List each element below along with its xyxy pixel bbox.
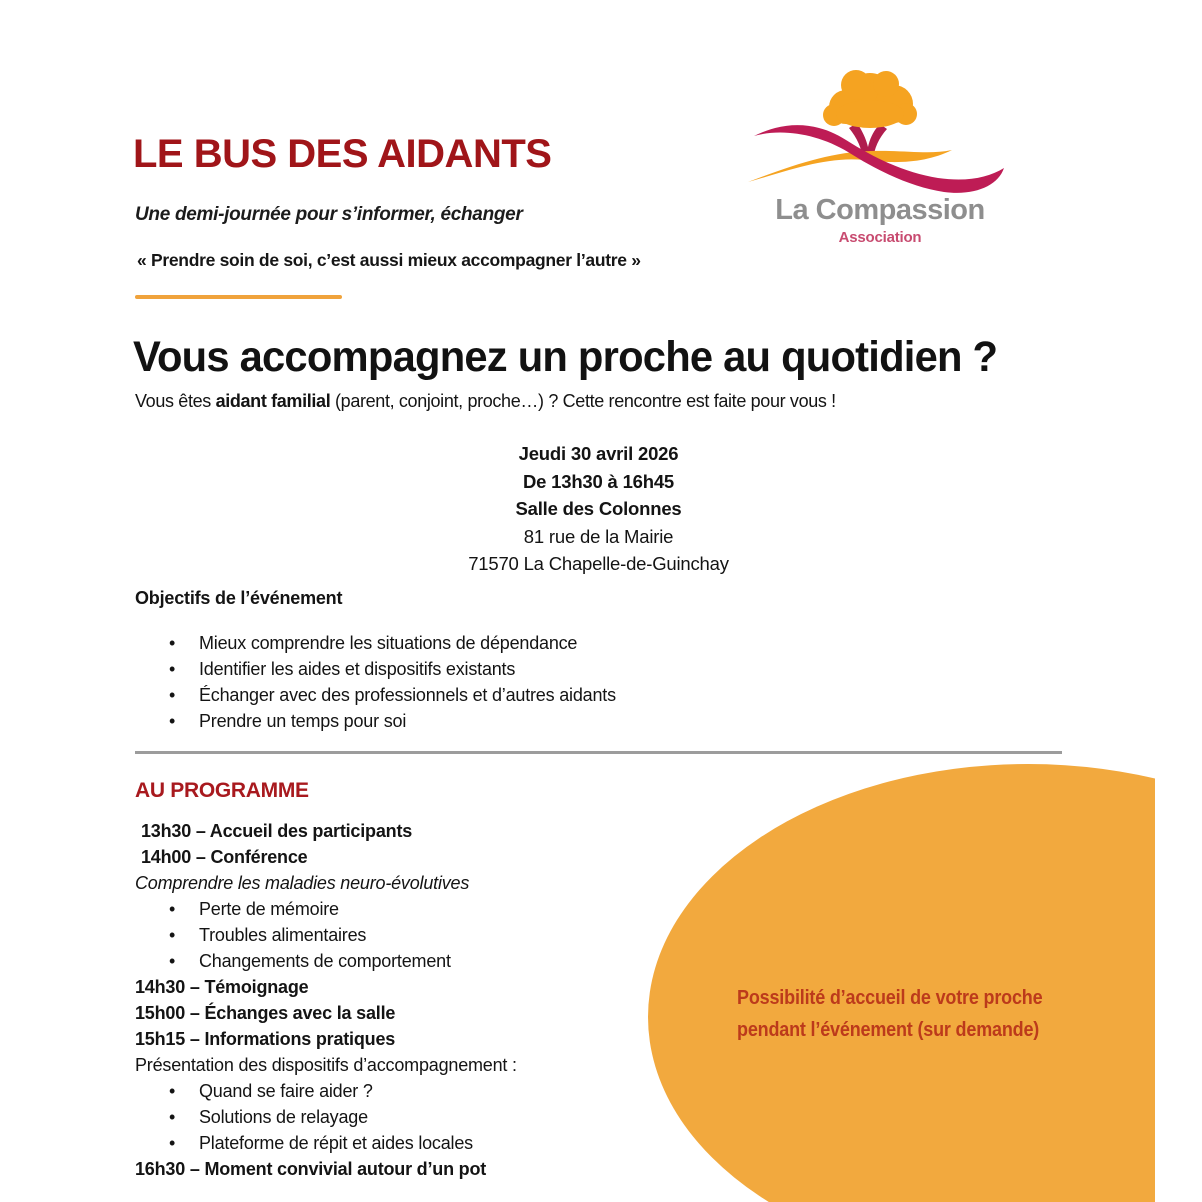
objectives-list bbox=[135, 630, 775, 734]
section-divider bbox=[135, 751, 1062, 754]
subtitle: Une demi-journée pour s’informer, échanger bbox=[135, 204, 523, 225]
program-item: 14h30 – Témoignage bbox=[135, 977, 309, 997]
intro-prefix: Vous êtes bbox=[135, 391, 216, 411]
main-heading: Vous accompagnez un proche au quotidien ? bbox=[133, 333, 998, 381]
event-time: De 13h30 à 16h45 bbox=[522, 470, 675, 492]
program-item: • Quand se faire aider ? bbox=[135, 1078, 715, 1104]
program-item: • Plateforme de répit et aides locales bbox=[135, 1130, 715, 1156]
event-city: 71570 La Chapelle-de-Guinchay bbox=[468, 553, 729, 574]
callout-blob-clip bbox=[648, 756, 1155, 1202]
event-street: 81 rue de la Mairie bbox=[523, 525, 674, 547]
event-venue: Salle des Colonnes bbox=[515, 498, 682, 519]
callout-text bbox=[737, 982, 1042, 1046]
logo-name: La Compassion bbox=[775, 194, 985, 226]
callout-line1: Possibilité d’accueil de votre proche bbox=[737, 987, 1043, 1009]
program-item: • Perte de mémoire bbox=[135, 896, 715, 922]
intro-bold: aidant familial bbox=[215, 391, 331, 411]
program-item: 13h30 – Accueil des participants bbox=[141, 821, 413, 841]
program-item: 14h00 – Conférence bbox=[141, 847, 308, 867]
list-item: • Échanger avec des professionnels et d’autres aidants bbox=[135, 682, 775, 708]
list-item: • Identifier les aides et dispositifs existants bbox=[135, 656, 775, 682]
program-heading: AU PROGRAMME bbox=[135, 779, 309, 802]
callout-line2: pendant l’événement (sur demande) bbox=[737, 1019, 1040, 1041]
program-item: Présentation des dispositifs d’accompagnement : bbox=[135, 1055, 517, 1075]
program-item: • Troubles alimentaires bbox=[135, 922, 715, 948]
program-item: 16h30 – Moment convivial autour d’un pot bbox=[135, 1159, 487, 1179]
quote-line: « Prendre soin de soi, c’est aussi mieux accompagner l’autre » bbox=[137, 250, 641, 270]
program-item: Comprendre les maladies neuro-évolutives bbox=[135, 873, 470, 893]
compassion-tree-swoosh-icon bbox=[746, 60, 1014, 200]
logo-tagline: Association bbox=[838, 229, 922, 246]
event-date: Jeudi 30 avril 2026 bbox=[518, 443, 679, 464]
event-details bbox=[135, 440, 1062, 578]
intro-line bbox=[135, 391, 836, 412]
program-item: • Solutions de relayage bbox=[135, 1104, 715, 1130]
program-item: 15h00 – Échanges avec la salle bbox=[135, 1003, 396, 1023]
program-list bbox=[135, 818, 715, 1182]
orange-rule bbox=[135, 295, 342, 299]
program-item: 15h15 – Informations pratiques bbox=[135, 1029, 396, 1049]
list-item: • Mieux comprendre les situations de dépendance bbox=[135, 630, 775, 656]
page-title: LE BUS DES AIDANTS bbox=[133, 132, 552, 176]
objectives-heading: Objectifs de l’événement bbox=[135, 588, 343, 608]
list-item: • Prendre un temps pour soi bbox=[135, 708, 775, 734]
association-logo bbox=[746, 60, 1014, 246]
intro-suffix: (parent, conjoint, proche…) ? Cette rencontre est faite pour vous ! bbox=[330, 391, 836, 411]
program-item: • Changements de comportement bbox=[135, 948, 715, 974]
